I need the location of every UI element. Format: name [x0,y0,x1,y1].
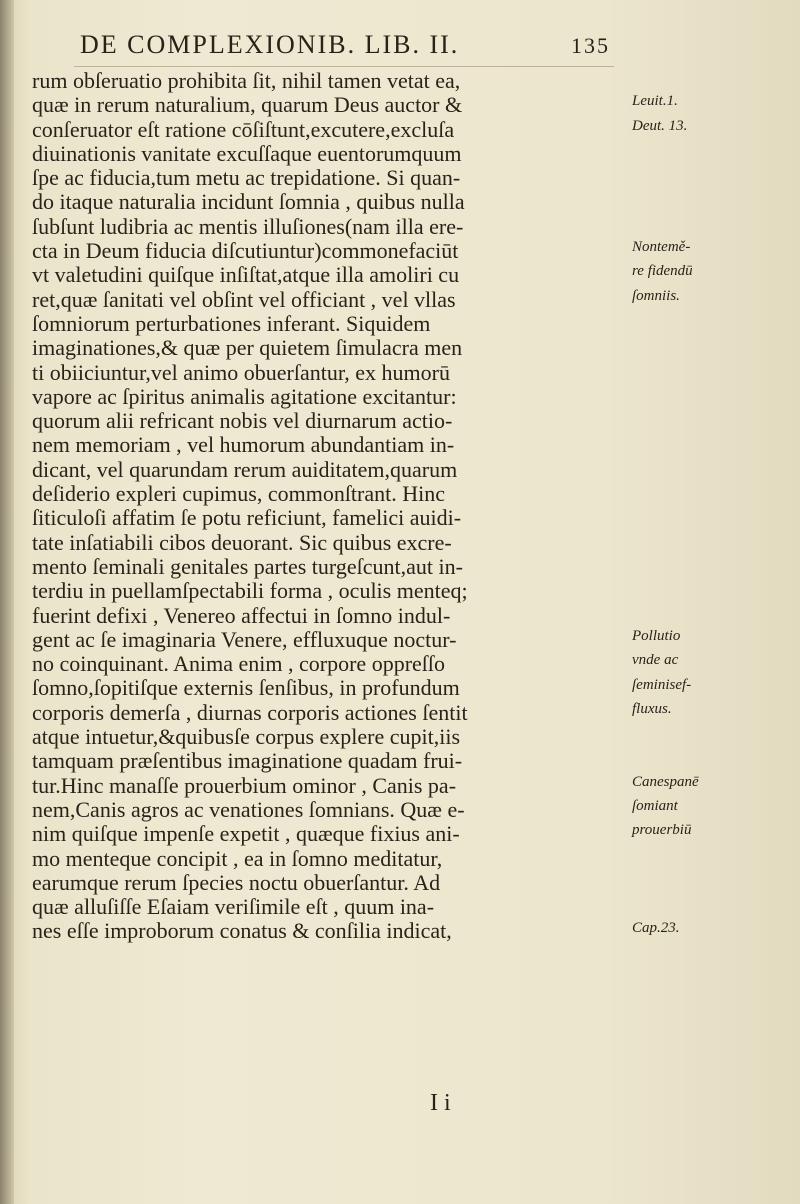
text-line: diuinationis vanitate excuſſaque euentorumquum [32,140,462,166]
text-line: mento ſeminali genitales partes turgeſcunt,aut in- [32,553,463,579]
header-rule [74,66,614,67]
text-line: ſpe ac fiducia,tum metu ac trepidatione. Si quan- [32,165,461,191]
text-line: ti obiiciuntur,vel animo obuerſantur, ex humorū [32,359,450,385]
marginal-note: Nontemě- [632,239,691,256]
running-title: DE COMPLEXIONIB. LIB. II. [80,30,460,59]
text-line: ſubſunt ludibria ac mentis illuſiones(nam illa ere- [32,213,464,239]
text-line: ſomno,ſopitiſque externis ſenſibus, in profundum [32,675,460,701]
body-text [32,69,632,944]
text-line: vt valetudini quiſque inſiſtat,atque illa amoliri cu [32,262,460,288]
text-line: ret,quæ ſanitati vel obſint vel officiant , vel vllas [32,286,456,312]
text-line: dicant, vel quarundam rerum auiditatem,quarum [32,456,458,482]
marginal-note: Pollutio [632,627,681,644]
marginal-note: ſomiant [632,798,678,814]
text-line: nim quiſque impenſe expetit , quæque fixius ani- [32,821,460,847]
marginal-note: vnde ac [632,652,679,669]
text-line: quæ alluſiſſe Eſaiam veriſimile eſt , quum ina- [32,894,435,920]
marginal-note: Leuit.1. [632,93,678,110]
text-line: no coinquinant. Anima enim , corpore oppreſſo [32,651,446,677]
text-line: nes eſſe improborum conatus & conſilia indicat, [32,918,452,944]
marginal-note: Cap.23. [632,919,680,936]
marginal-note: Canespanē [632,773,699,790]
marginal-note: re fidendū [632,263,693,280]
text-line: corporis demerſa , diurnas corporis actiones ſentit [32,699,468,725]
text-line: do itaque naturalia incidunt ſomnia , quibus nulla [32,189,465,215]
marginal-note: prouerbiū [632,822,692,839]
text-line: quorum alii refricant nobis vel diurnarum actio- [32,408,453,434]
running-header [80,30,610,60]
text-line: nem memoriam , vel humorum abundantiam in- [32,432,455,458]
marginal-note: ſeminisef- [632,676,692,693]
text-line: tamquam præſentibus imaginatione quadam frui- [32,748,463,774]
text-line: fuerint defixi , Venereo affectui in ſomno indul- [32,602,451,628]
catchword: I i [430,1090,451,1116]
marginal-note: fluxus. [632,700,672,717]
text-line: mo menteque concipit , ea in ſomno meditatur, [32,845,443,871]
text-line: rum obſeruatio prohibita ſit, nihil tamen vetat ea, [32,68,461,93]
text-line: tate inſatiabili cibos deuorant. Sic quibus excre- [32,529,452,555]
text-line: earumque rerum ſpecies noctu obuerſantur. Ad [32,869,441,895]
text-line: atque intuetur,&quibusſe corpus explere cupit,iis [32,724,461,750]
text-line: ſiticuloſi affatim ſe potu reficiunt, famelici auidi- [32,505,462,531]
text-line: imaginationes,& quæ per quietem ſimulacra men [32,335,463,361]
text-line: cta in Deum fiducia diſcutiuntur)commonefaciūt [32,238,459,264]
text-line: tur.Hinc manaſſe prouerbium ominor , Canis pa- [32,772,457,798]
text-line: terdiu in puellamſpectabili forma , oculis menteq; [32,578,468,604]
text-line: ſomniorum perturbationes inferant. Siquidem [32,310,431,336]
text-line: conſeruator eſt ratione cōſiſtunt,excutere,excluſa [32,116,455,142]
text-line: quæ in rerum naturalium, quarum Deus auctor & [32,92,463,118]
text-line: nem,Canis agros ac venationes ſomnians. Quæ e- [32,796,465,822]
page-number: 135 [571,33,610,58]
text-line: gent ac ſe imaginaria Venere, effluxuque noctur- [32,626,457,652]
marginal-note: ſomniis. [632,287,680,304]
text-line: vapore ac ſpiritus animalis agitatione excitantur: [32,383,457,409]
page-gutter [0,0,14,1204]
text-line: deſiderio expleri cupimus, commonſtrant. Hinc [32,481,446,507]
marginal-note: Deut. 13. [632,117,688,134]
